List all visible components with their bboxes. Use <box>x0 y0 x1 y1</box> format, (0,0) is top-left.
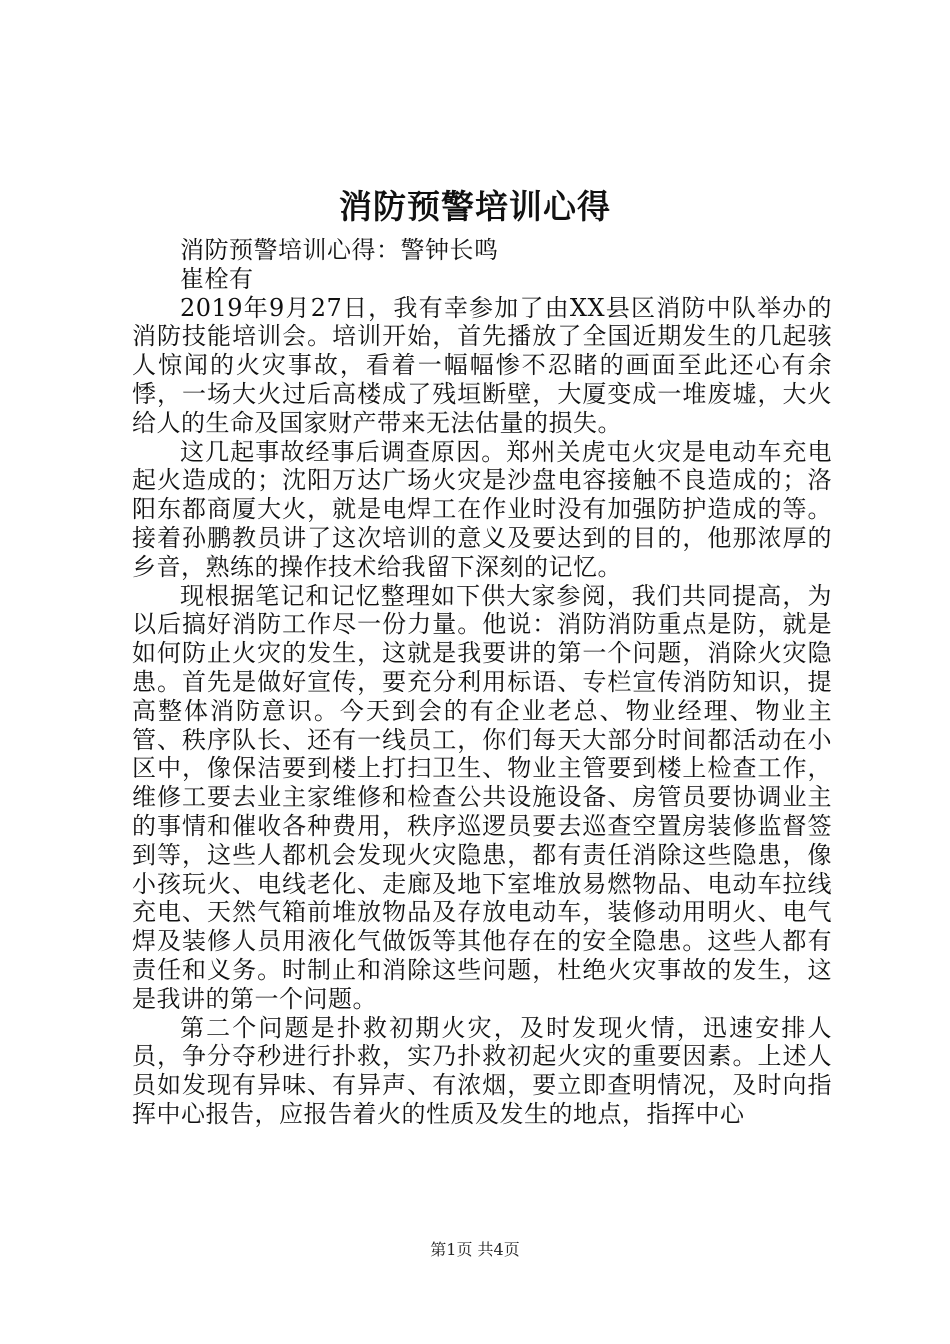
subtitle-line: 消防预警培训心得：警钟长鸣 <box>180 236 499 264</box>
author-line: 崔栓有 <box>180 264 254 293</box>
document-body <box>132 236 832 1129</box>
paragraph-2: 这几起事故经事后调查原因。郑州关虎屯火灾是电动车充电起火造成的；沈阳万达广场火灾是沙盘电容接触不良造成的；洛阳东都商厦大火，就是电焊工在作业时没有加强防护造成的等。接着孙鹏教员讲了这次培训的意义及要达到的目的，他那浓厚的乡音，熟练的操作技术给我留下深刻的记忆。 <box>132 437 832 581</box>
paragraph-1: 2019年9月27日，我有幸参加了由XX县区消防中队举办的消防技能培训会。培训开始，首先播放了全国近期发生的几起骇人惊闻的火灾事故，看着一幅幅惨不忍睹的画面至此还心有余悸，一场大火过后高楼成了残垣断壁，大厦变成一堆废墟，大火给人的生命及国家财产带来无法估量的损失。 <box>132 293 832 437</box>
page-footer: 第1页 共4页 <box>430 1240 520 1259</box>
paragraph-4: 第二个问题是扑救初期火灾，及时发现火情，迅速安排人员，争分夺秒进行扑救，实乃扑救初起火灾的重要因素。上述人员如发现有异味、有异声、有浓烟，要立即查明情况，及时向指挥中心报告，应报告着火的性质及发生的地点，指挥中心 <box>132 1013 832 1128</box>
paragraph-3: 现根据笔记和记忆整理如下供大家参阅，我们共同提高，为以后搞好消防工作尽一份力量。他说：消防消防重点是防，就是如何防止火灾的发生，这就是我要讲的第一个问题，消除火灾隐患。首先是做好宣传，要充分利用标语、专栏宣传消防知识，提高整体消防意识。今天到会的有企业老总、物业经理、物业主管、秩序队长、还有一线员工，你们每天大部分时间都活动在小区中，像保洁要到楼上打扫卫生、物业主管要到楼上检查工作，维修工要去业主家维修和检查公共设施设备、房管员要协调业主的事情和催收各种费用，秩序巡逻员要去巡查空置房装修监督签到等，这些人都机会发现火灾隐患，都有责任消除这些隐患，像小孩玩火、电线老化、走廊及地下室堆放易燃物品、电动车拉线充电、天然气箱前堆放物品及存放电动车，装修动用明火、电气焊及装修人员用液化气做饭等其他存在的安全隐患。这些人都有责任和义务。时制止和消除这些问题，杜绝火灾事故的发生，这是我讲的第一个问题。 <box>132 581 832 1013</box>
document-title: 消防预警培训心得 <box>339 187 611 226</box>
